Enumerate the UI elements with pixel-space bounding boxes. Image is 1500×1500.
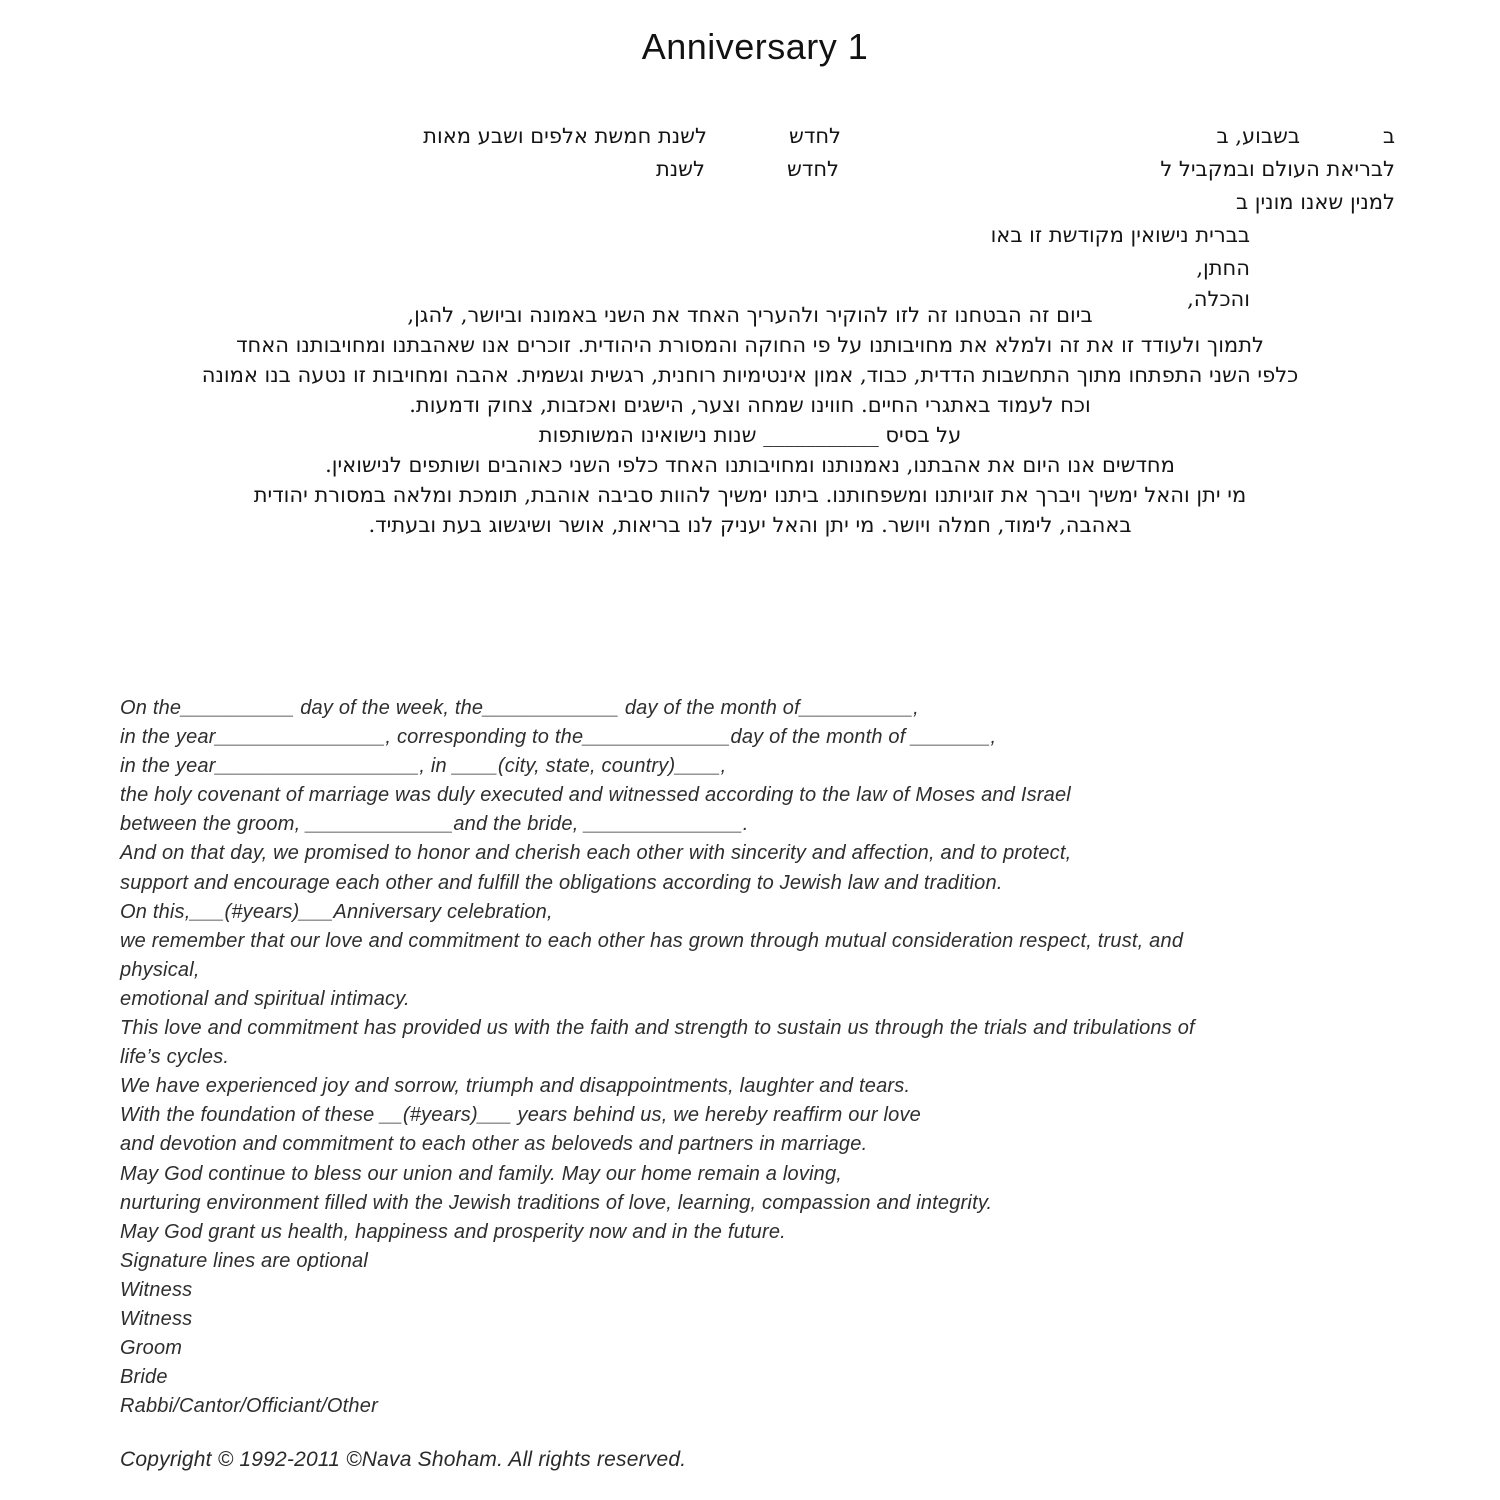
hebrew-paragraph-line: באהבה, לימוד, חמלה ויושר. מי יתן והאל יעניק לנו בריאות, אושר ושיגשוג בעת ובעתיד.: [368, 513, 1132, 537]
hebrew-vows-paragraph: [0, 300, 1500, 540]
english-line-bride: Bride: [120, 1366, 168, 1389]
page-title: Anniversary 1: [641, 26, 869, 67]
english-line-year-corresponding: in the year_______________, corresponding to the_____________day of the month of _______,: [120, 726, 997, 749]
english-text-block: [120, 694, 1420, 1421]
hebrew-creation-text: לבריאת העולם ובמקביל ל: [1160, 157, 1395, 181]
english-line-physical: physical,: [120, 958, 200, 981]
english-line-date-week: On the__________ day of the week, the____________ day of the month of__________,: [120, 697, 919, 719]
english-line-groom-bride-blanks: between the groom, _____________and the bride, ______________.: [120, 813, 749, 836]
hebrew-year-text-1: לשנת חמשת אלפים ושבע מאות: [423, 124, 707, 148]
hebrew-groom-label: החתן,: [1196, 256, 1250, 280]
hebrew-covenant-text: בברית נישואין מקודשת זו באו: [990, 223, 1250, 247]
english-line-health-happiness: May God grant us health, happiness and prosperity now and in the future.: [120, 1220, 786, 1243]
english-line-witness-2: Witness: [120, 1307, 193, 1330]
hebrew-paragraph-line: ביום זה הבטחנו זה לזו להוקיר ולהעריך האחד את השני באמונה וביושר, להגן,: [407, 303, 1093, 327]
hebrew-paragraph-line: כלפי השני התפתחו מתוך התחשבות הדדית, כבוד, אמון אינטימיות רוחנית, רגשית וגשמית. אהבה ומחויבות זו נטעה בנו אמונה: [201, 363, 1299, 387]
english-line-nurturing: nurturing environment filled with the Jewish traditions of love, learning, compassion and integrity.: [120, 1191, 993, 1214]
hebrew-bride-label: והכלה,: [1187, 287, 1250, 311]
hebrew-paragraph-line: מחדשים אנו היום את אהבתנו, נאמנותנו ומחויבותנו האחד כלפי השני כאוהבים ושותפים לנישואין.: [325, 453, 1175, 477]
english-line-remember: we remember that our love and commitment to each other has grown through mutual consideration respect, trust, and: [120, 929, 1184, 952]
english-line-faith-strength: This love and commitment has provided us with the faith and strength to sustain us through the trials and tribulations of: [120, 1017, 1195, 1040]
english-line-joy-sorrow: We have experienced joy and sorrow, triumph and disappointments, laughter and tears.: [120, 1075, 911, 1098]
copyright-line: Copyright © 1992-2011 ©Nava Shoham. All rights reserved.: [120, 1448, 687, 1471]
english-line-bless-union: May God continue to bless our union and family. May our home remain a loving,: [120, 1162, 843, 1185]
hebrew-day-prefix: ב: [1382, 124, 1395, 148]
hebrew-count-text: למנין שאנו מונין ב: [1235, 190, 1395, 214]
english-line-groom: Groom: [120, 1337, 183, 1360]
hebrew-month-text-1: לחדש: [789, 124, 841, 148]
english-line-anniversary-years: On this,___(#years)___Anniversary celebration,: [120, 900, 553, 923]
hebrew-month-text-2: לחדש: [787, 157, 839, 181]
hebrew-paragraph-line: וכח לעמוד באתגרי החיים. חווינו שמחה וצער, הישגים ואכזבות, צחוק ודמעות.: [409, 393, 1091, 417]
english-line-foundation-years: With the foundation of these __(#years)___ years behind us, we hereby reaffirm our love: [120, 1104, 921, 1127]
english-line-year-place: in the year__________________, in ____(city, state, country)____,: [120, 755, 727, 778]
hebrew-paragraph-line: מי יתן והאל ימשיך ויברך את זוגיותנו ומשפחותנו. ביתנו ימשיך להוות סביבה אוהבת, תומכת ומלאה במסורת יהודית: [253, 483, 1247, 507]
english-line-intimacy: emotional and spiritual intimacy.: [120, 987, 410, 1010]
english-line-covenant: the holy covenant of marriage was duly executed and witnessed according to the law of Moses and Israel: [120, 784, 1071, 807]
english-line-devotion: and devotion and commitment to each other as beloveds and partners in marriage.: [120, 1133, 868, 1156]
hebrew-week-text: בשבוע, ב: [1216, 124, 1300, 148]
hebrew-paragraph-line: לתמוך ולעודד זו את זה ולמלא את מחויבותנו על פי החוקה והמסורת היהודית. זוכרים אנו שאהבתנו ומחויבותנו האחד: [236, 333, 1264, 357]
english-line-support: support and encourage each other and fulfill the obligations according to Jewish law and tradition.: [120, 871, 1003, 894]
hebrew-year-text-2: לשנת: [655, 157, 705, 181]
english-line-witness-1: Witness: [120, 1278, 193, 1301]
english-line-officiant: Rabbi/Cantor/Officiant/Other: [120, 1395, 378, 1418]
english-line-promise: And on that day, we promised to honor and cherish each other with sincerity and affection, and to protect,: [120, 842, 1072, 865]
hebrew-paragraph-line-years-blank: על בסיס ___________ שנות נישואינו המשותפות: [538, 423, 962, 447]
english-line-signature-note: Signature lines are optional: [120, 1249, 368, 1272]
english-line-lifes-cycles: life’s cycles.: [120, 1046, 230, 1069]
